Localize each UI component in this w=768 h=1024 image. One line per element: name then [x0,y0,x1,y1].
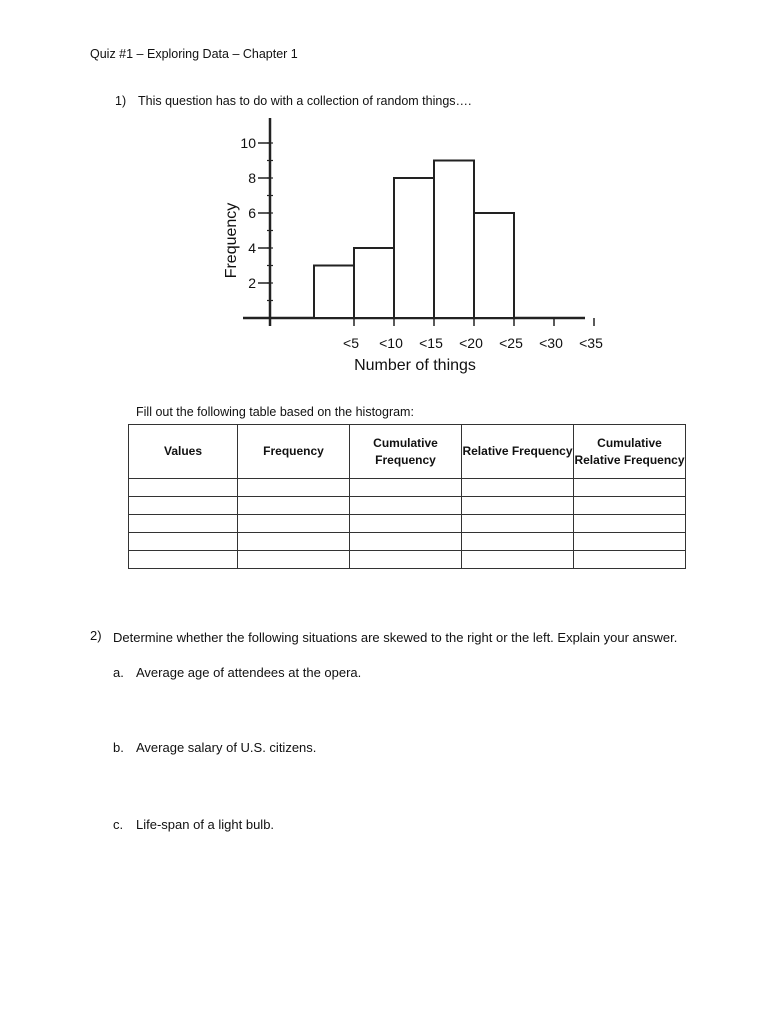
table-cell [350,497,462,515]
y-tick-label: 8 [248,170,256,186]
histogram-bar [434,161,474,319]
table-cell [350,533,462,551]
y-tick-label: 6 [248,205,256,221]
item-c-text: Life-span of a light bulb. [136,817,275,832]
table-row [129,515,686,533]
table-cell [574,497,686,515]
x-tick-label: <15 [419,335,443,351]
question-2-number: 2) [90,628,102,643]
table-cell [574,533,686,551]
table-header-row [129,425,686,479]
frequency-table [128,424,686,569]
table-row [129,497,686,515]
table-cell [350,551,462,569]
table-instruction: Fill out the following table based on the histogram: [136,405,414,419]
table-cell [238,515,350,533]
item-c-letter: c. [113,817,124,832]
header-cumulative-relative-frequency: Cumulative Relative Frequency [574,425,686,479]
table-cell [462,533,574,551]
table-cell [129,533,238,551]
x-tick-label: <25 [499,335,523,351]
item-b-letter: b. [113,740,124,755]
x-axis-title: Number of things [354,357,476,374]
y-tick-label: 4 [248,240,256,256]
y-tick-label: 2 [248,275,256,291]
header-relative-frequency: Relative Frequency [462,425,574,479]
histogram-bar [314,266,354,319]
table-cell [574,551,686,569]
quiz-title: Quiz #1 – Exploring Data – Chapter 1 [90,47,298,61]
item-a-letter: a. [113,665,124,680]
question-2-text: Determine whether the following situations are skewed to the right or the left. Explain your answer. [113,630,678,645]
table-cell [462,551,574,569]
table-cell [129,497,238,515]
table-cell [462,479,574,497]
table-cell [129,479,238,497]
table-cell [238,551,350,569]
y-axis-title: Frequency [223,202,240,279]
item-b-text: Average salary of U.S. citizens. [136,740,317,755]
table-cell [238,479,350,497]
x-tick-label: <10 [379,335,403,351]
histogram-bar [354,248,394,318]
table-cell [129,515,238,533]
table-row [129,479,686,497]
question-1-number: 1) [115,94,127,108]
histogram-bar [394,178,434,318]
header-cumulative-frequency: Cumulative Frequency [350,425,462,479]
table-cell [462,515,574,533]
x-tick-label: <35 [579,335,603,351]
item-a-text: Average age of attendees at the opera. [136,665,362,680]
y-tick-label: 10 [240,135,256,151]
table-row [129,533,686,551]
x-tick-label: <30 [539,335,563,351]
table-cell [238,497,350,515]
x-tick-label: <5 [343,335,359,351]
table-cell [574,479,686,497]
table-row [129,551,686,569]
table-cell [238,533,350,551]
header-values: Values [129,425,238,479]
question-1-text: This question has to do with a collection of random things…. [138,94,472,108]
table-cell [574,515,686,533]
histogram-bar [474,213,514,318]
table-cell [350,479,462,497]
table-cell [462,497,574,515]
table-cell [350,515,462,533]
x-tick-label: <20 [459,335,483,351]
histogram-chart [200,110,603,385]
table-cell [129,551,238,569]
header-frequency: Frequency [238,425,350,479]
